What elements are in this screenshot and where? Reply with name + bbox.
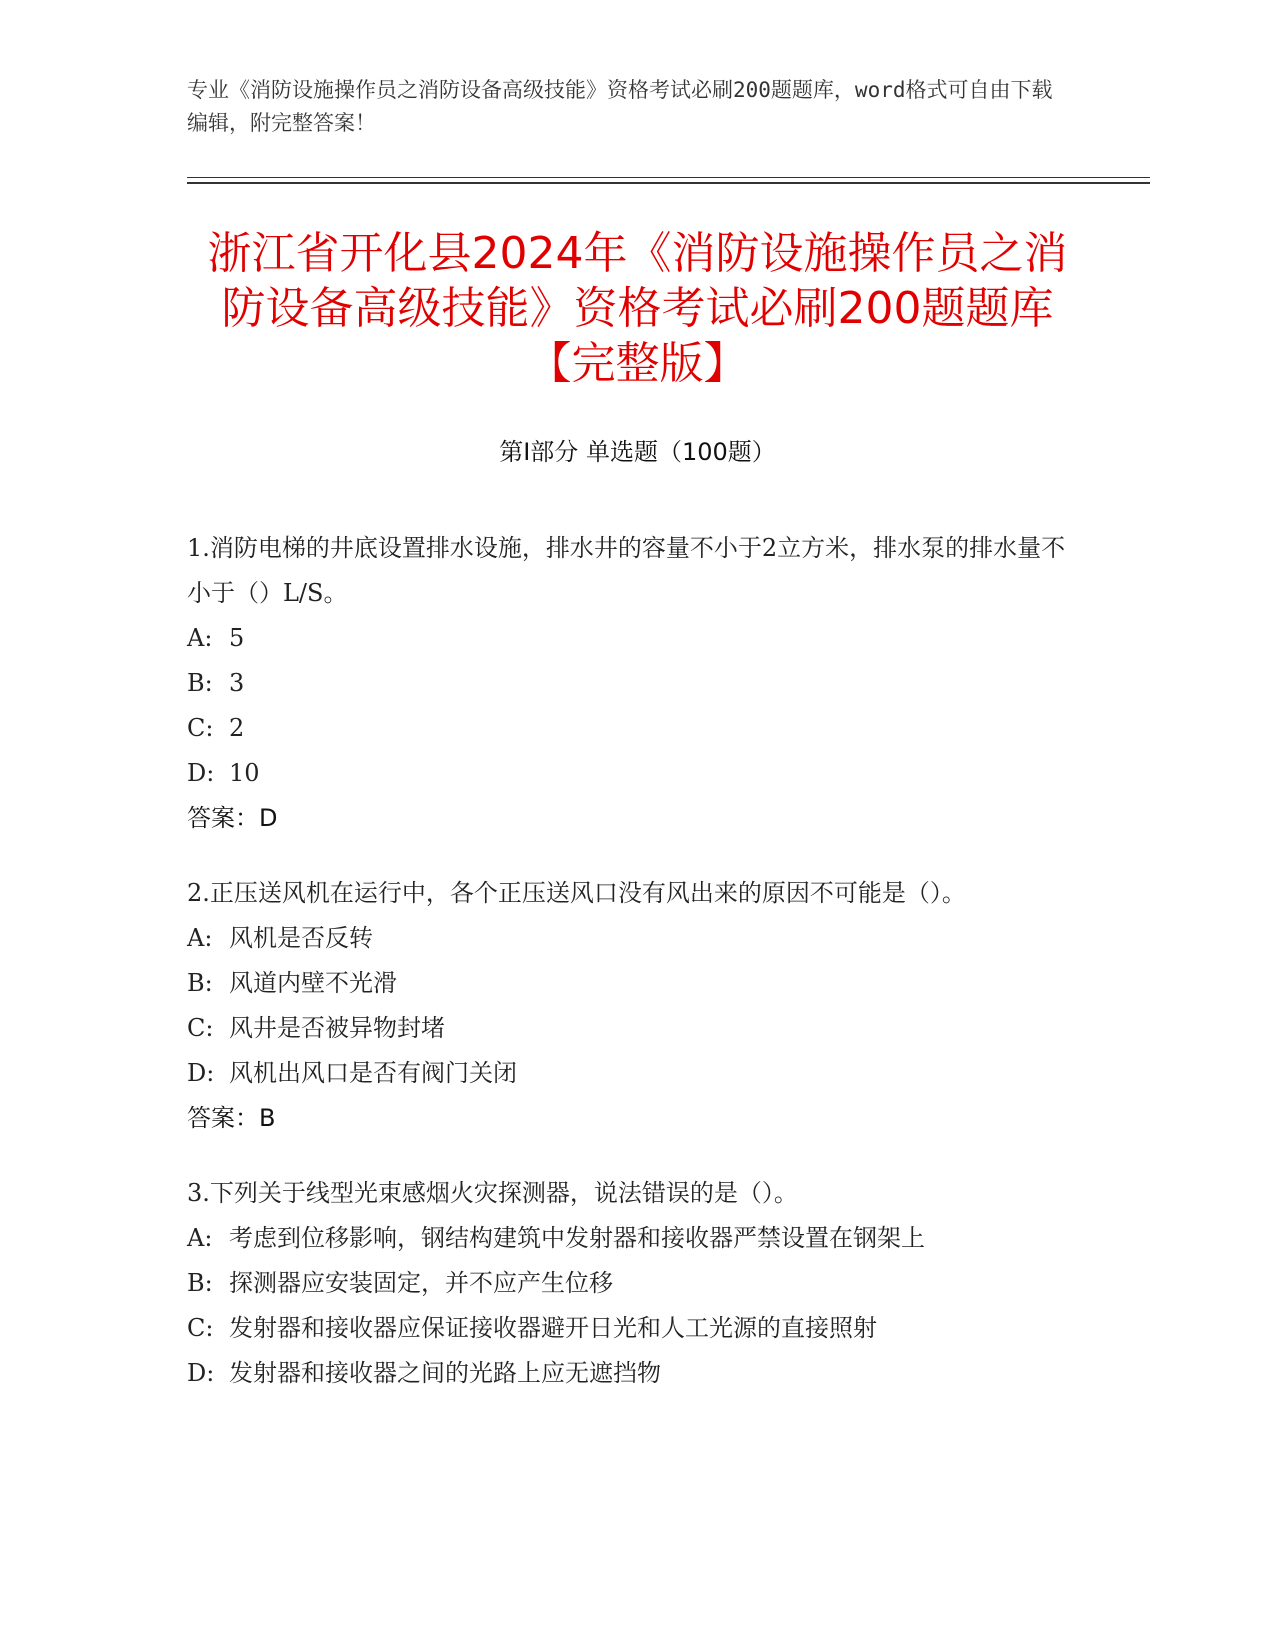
option-letter: D: (187, 759, 215, 787)
option-text: 风机出风口是否有阀门关闭 (229, 1059, 517, 1087)
option-text: 风井是否被异物封堵 (229, 1014, 445, 1042)
document-title (150, 226, 1125, 391)
option-d (187, 751, 1067, 796)
question-list (187, 526, 1067, 1426)
option-letter: A: (187, 1224, 213, 1252)
option-b (187, 961, 1067, 1006)
option-c (187, 1006, 1067, 1051)
option-c (187, 1306, 1067, 1351)
question-3 (187, 1171, 1067, 1396)
option-text: 10 (229, 759, 260, 787)
option-letter: C: (187, 714, 214, 742)
option-letter: B: (187, 969, 213, 997)
option-d (187, 1351, 1067, 1396)
option-text: 发射器和接收器之间的光路上应无遮挡物 (229, 1359, 661, 1387)
option-text: 探测器应安装固定，并不应产生位移 (229, 1269, 613, 1297)
option-letter: C: (187, 1014, 214, 1042)
question-stem: 2.正压送风机在运行中，各个正压送风口没有风出来的原因不可能是（）。 (187, 879, 966, 907)
header-note: 专业《消防设施操作员之消防设备高级技能》资格考试必刷200题题库，word格式可自由下载编辑，附完整答案！ (187, 78, 1053, 135)
option-text: 考虑到位移影响，钢结构建筑中发射器和接收器严禁设置在钢架上 (229, 1224, 925, 1252)
title-line-1: 浙江省开化县2024年《消防设施操作员之消 (207, 228, 1068, 279)
option-b (187, 1261, 1067, 1306)
option-text: 5 (229, 624, 245, 652)
option-a (187, 916, 1067, 961)
question-stem: 3.下列关于线型光束感烟火灾探测器，说法错误的是（）。 (187, 1179, 798, 1207)
option-letter: B: (187, 1269, 213, 1297)
option-text: 2 (229, 714, 245, 742)
section-heading: 第Ⅰ部分 单选题（100题） (499, 438, 776, 466)
answer: 答案：D (187, 804, 278, 832)
question-1 (187, 526, 1067, 841)
title-line-3: 【完整版】 (527, 338, 748, 389)
option-letter: C: (187, 1314, 214, 1342)
option-text: 风机是否反转 (229, 924, 373, 952)
header-rule-thin (187, 177, 1150, 178)
option-letter: D: (187, 1059, 215, 1087)
title-line-2: 防设备高级技能》资格考试必刷200题题库 (221, 283, 1054, 334)
option-letter: D: (187, 1359, 215, 1387)
option-text: 3 (229, 669, 245, 697)
option-letter: A: (187, 624, 213, 652)
question-2 (187, 871, 1067, 1141)
question-stem: 1.消防电梯的井底设置排水设施，排水井的容量不小于2立方米，排水泵的排水量不小于（）L/S。 (187, 534, 1066, 607)
option-b (187, 661, 1067, 706)
header-rule-thick (187, 182, 1150, 184)
option-a (187, 1216, 1067, 1261)
option-a (187, 616, 1067, 661)
option-d (187, 1051, 1067, 1096)
option-text: 风道内壁不光滑 (229, 969, 397, 997)
option-letter: B: (187, 669, 213, 697)
option-text: 发射器和接收器应保证接收器避开日光和人工光源的直接照射 (229, 1314, 877, 1342)
option-letter: A: (187, 924, 213, 952)
answer: 答案：B (187, 1104, 276, 1132)
option-c (187, 706, 1067, 751)
